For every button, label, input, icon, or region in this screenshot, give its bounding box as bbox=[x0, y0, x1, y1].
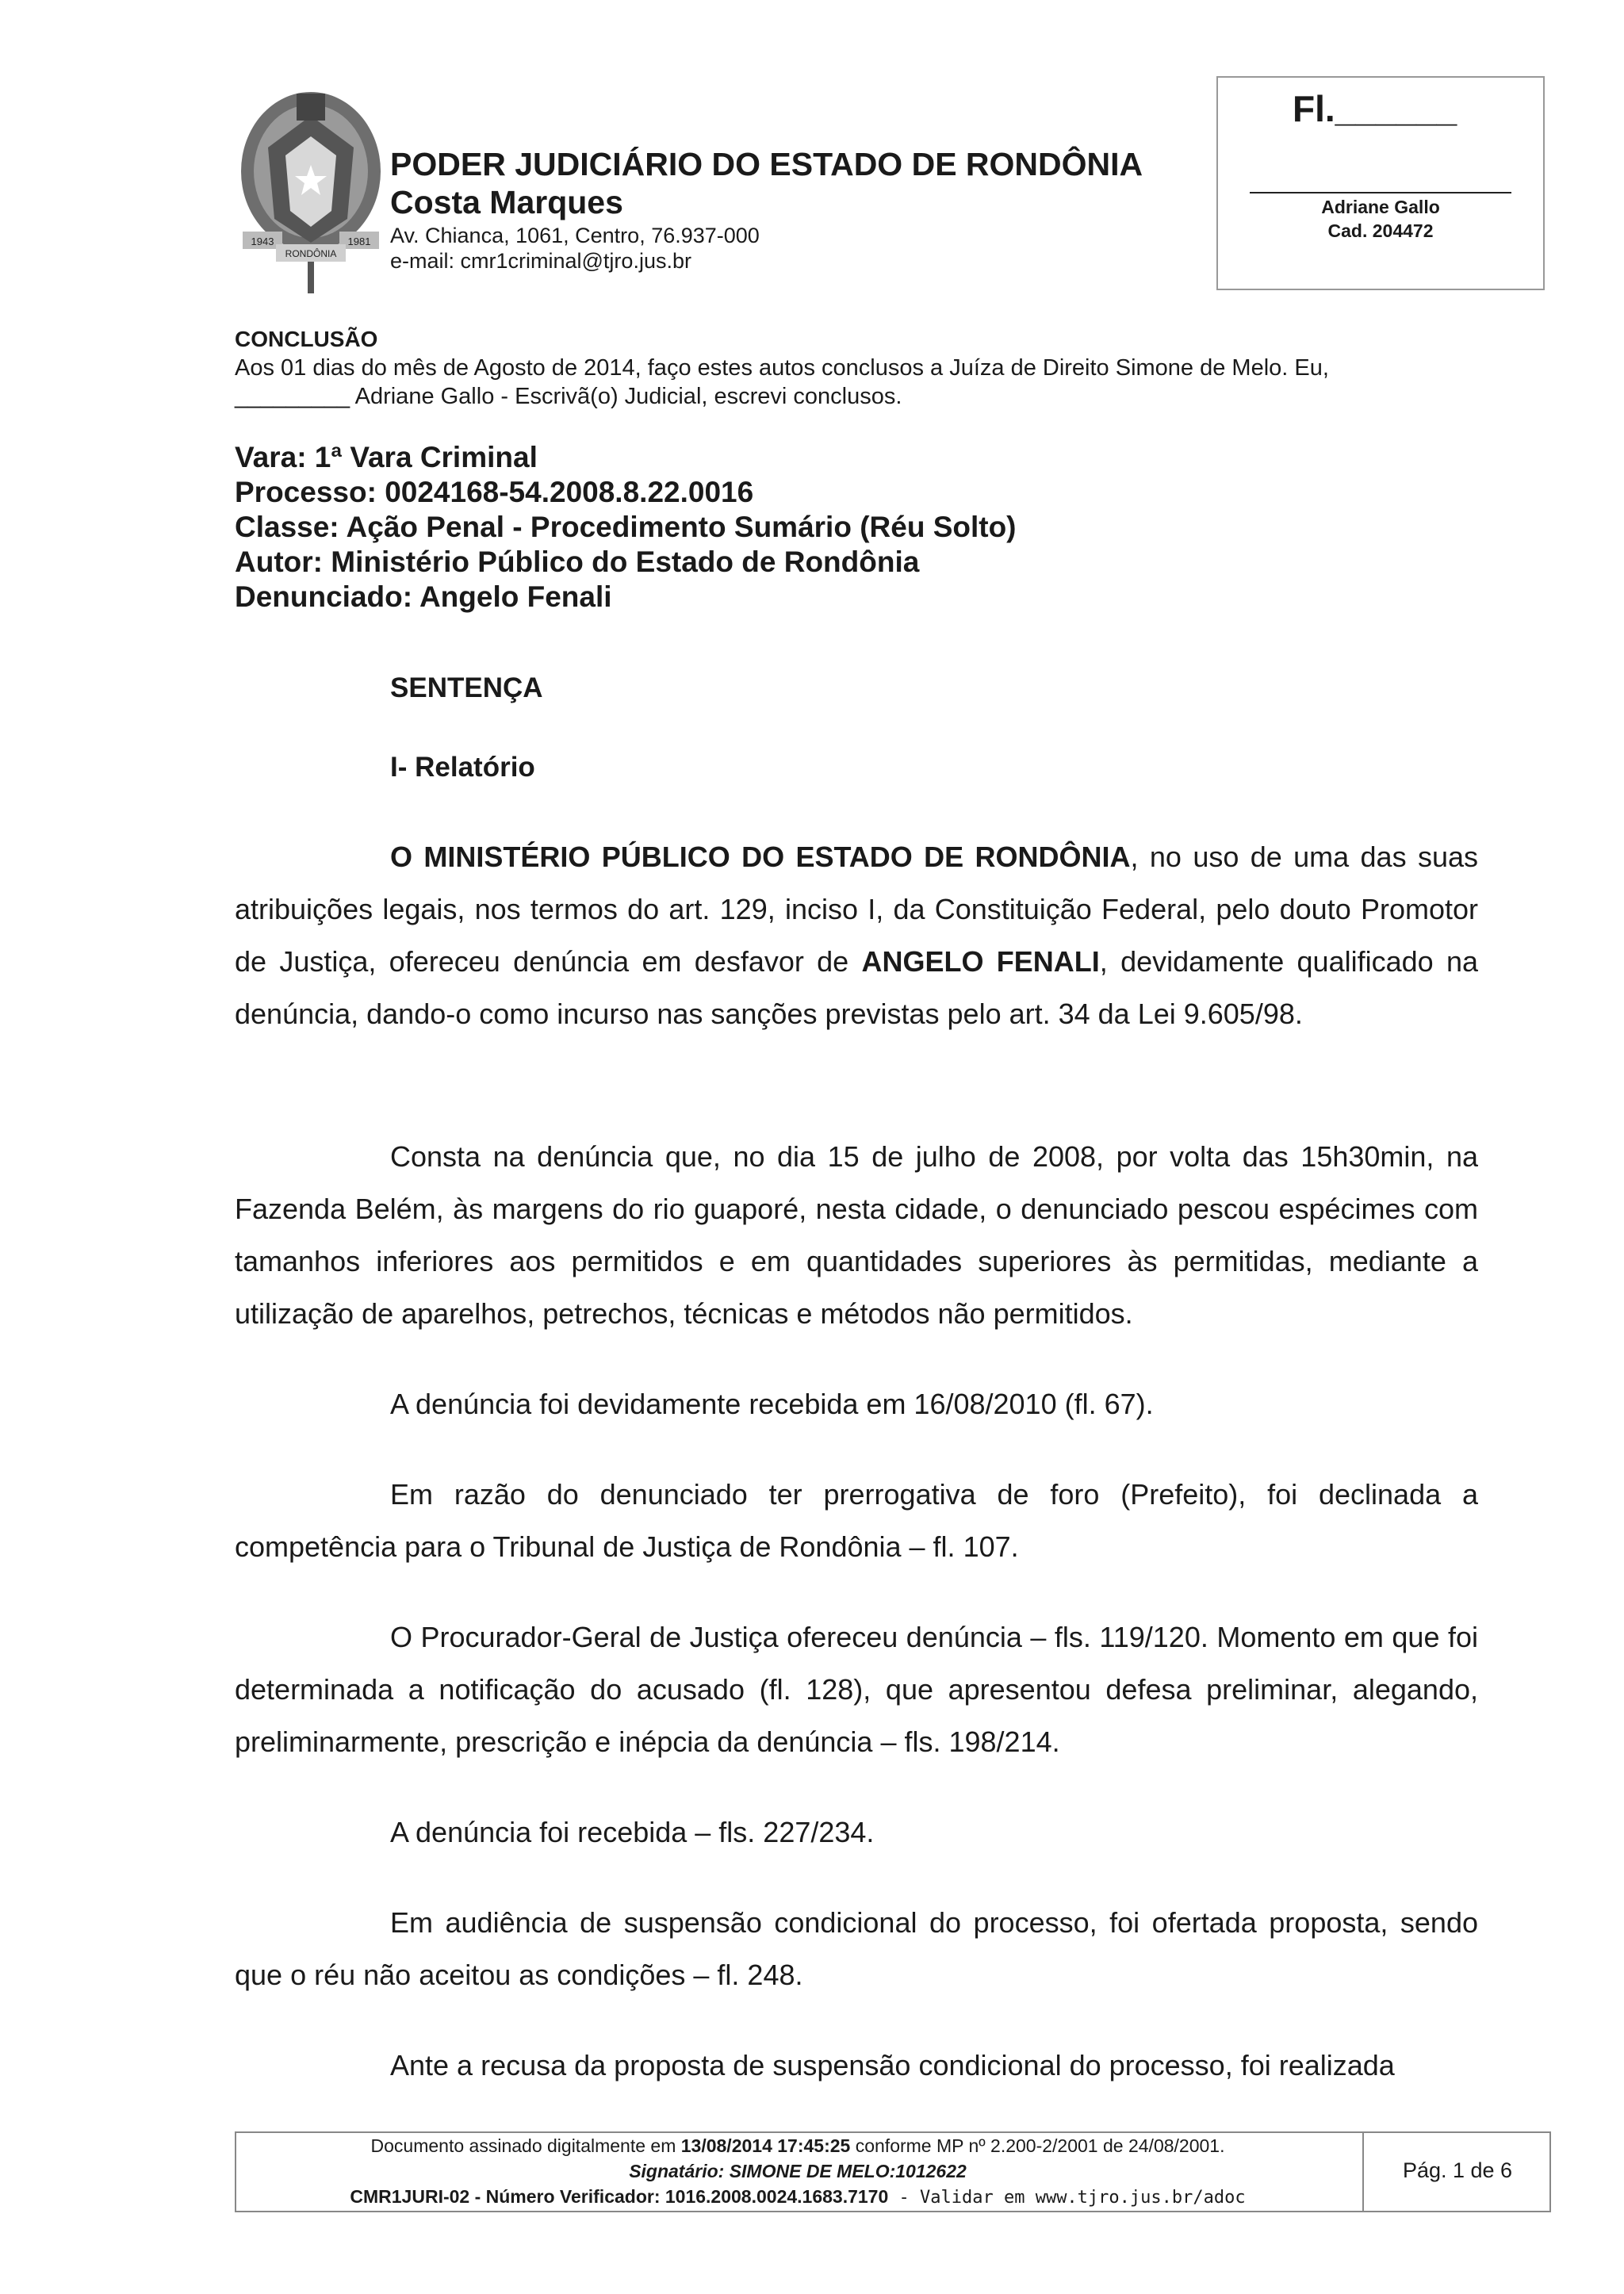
conclusao-line-1: Aos 01 dias do mês de Agosto de 2014, faço estes autos conclusos a Juíza de Direito Simone de Melo. Eu, bbox=[235, 355, 1329, 381]
court-city: Costa Marques bbox=[390, 184, 623, 220]
page-number: Pág. 1 de 6 bbox=[1402, 2158, 1513, 2182]
paragraph-2 bbox=[235, 1131, 1478, 1340]
signature-line bbox=[1250, 192, 1511, 193]
paragraph-3 bbox=[235, 1378, 1478, 1430]
footer-line-1-a: Documento assinado digitalmente em bbox=[370, 2135, 681, 2156]
seal-year-right: 1981 bbox=[347, 236, 371, 247]
footer-verifier: CMR1JURI-02 - Número Verificador: 1016.2008.0024.1683.7170 bbox=[350, 2186, 889, 2207]
signature-footer-text bbox=[235, 2133, 1361, 2211]
coat-of-arms-seal bbox=[236, 76, 385, 298]
case-processo: Processo: 0024168-54.2008.8.22.0016 bbox=[235, 476, 754, 508]
stamp-signer-name: Adriane Gallo bbox=[1321, 197, 1440, 217]
heading-sentenca: SENTENÇA bbox=[390, 672, 543, 703]
case-autor: Autor: Ministério Público do Estado de Rondônia bbox=[235, 546, 920, 578]
case-vara: Vara: 1ª Vara Criminal bbox=[235, 441, 538, 473]
heading-relatorio: I- Relatório bbox=[390, 752, 535, 783]
court-address: Av. Chianca, 1061, Centro, 76.937-000 bbox=[390, 224, 760, 247]
stamp-cad-number: Cad. 204472 bbox=[1327, 220, 1434, 241]
footer-line-1-b: conforme MP nº 2.200-2/2001 de 24/08/2001. bbox=[850, 2135, 1225, 2156]
p1-bold-defendant: ANGELO FENALI bbox=[861, 945, 1100, 978]
p3-text: A denúncia foi devidamente recebida em 16/08/2010 (fl. 67). bbox=[390, 1388, 1154, 1420]
footer-signatory: Signatário: SIMONE DE MELO:1012622 bbox=[629, 2161, 967, 2181]
conclusao-title: CONCLUSÃO bbox=[235, 327, 378, 351]
seal-year-left: 1943 bbox=[251, 236, 274, 247]
paragraph-8 bbox=[235, 2039, 1478, 2092]
conclusao-line-2: _________ Adriane Gallo - Escrivã(o) Judicial, escrevi conclusos. bbox=[235, 384, 902, 409]
folio-label: Fl.______ bbox=[1293, 88, 1457, 129]
court-email: e-mail: cmr1criminal@tjro.jus.br bbox=[390, 249, 691, 273]
p4-text: Em razão do denunciado ter prerrogativa de foro (Prefeito), foi declinada a competência para o Tribunal de Justiça de Rondônia – fl. 107. bbox=[235, 1478, 1478, 1563]
paragraph-5 bbox=[235, 1611, 1478, 1768]
seal-banner-text: RONDÔNIA bbox=[285, 248, 337, 259]
court-title: PODER JUDICIÁRIO DO ESTADO DE RONDÔNIA bbox=[390, 146, 1143, 182]
p1-text-b: , devidamente qualificado na denúncia, dando-o como incurso nas sanções previstas pelo art. 34 da Lei 9.605/98. bbox=[235, 945, 1478, 1030]
p2-text: Consta na denúncia que, no dia 15 de julho de 2008, por volta das 15h30min, na Fazenda Belém, às margens do rio guaporé, nesta cidade, o denunciado pescou espécimes com tamanhos inferiores aos permitidos e em quantidades superiores às permitidas, mediante a utilização de aparelhos, petrechos, técnicas e métodos não permitidos. bbox=[235, 1140, 1478, 1330]
footer-line-3 bbox=[235, 2184, 1361, 2211]
case-classe: Classe: Ação Penal - Procedimento Sumário (Réu Solto) bbox=[235, 511, 1017, 543]
p6-text: A denúncia foi recebida – fls. 227/234. bbox=[390, 1816, 875, 1848]
p8-text: Ante a recusa da proposta de suspensão condicional do processo, foi realizada bbox=[390, 2049, 1395, 2081]
footer-validate-link[interactable]: - Validar em www.tjro.jus.br/adoc bbox=[888, 2188, 1246, 2208]
p7-text: Em audiência de suspensão condicional do processo, foi ofertada proposta, sendo que o réu não aceitou as condições – fl. 248. bbox=[235, 1906, 1478, 1991]
paragraph-7 bbox=[235, 1897, 1478, 2001]
paragraph-6 bbox=[235, 1806, 1478, 1859]
p1-text-a: , no uso de uma das suas atribuições legais, nos termos do art. 129, inciso I, da Constituição Federal, pelo douto Promotor de Justiça, ofereceu denúncia em desfavor de bbox=[235, 841, 1478, 978]
paragraph-4 bbox=[235, 1469, 1478, 1573]
paragraph-1 bbox=[235, 831, 1478, 1040]
p1-bold-ministerio: O MINISTÉRIO PÚBLICO DO ESTADO DE RONDÔNIA bbox=[390, 841, 1131, 873]
p5-text: O Procurador-Geral de Justiça ofereceu denúncia – fls. 119/120. Momento em que foi determinada a notificação do acusado (fl. 128), que apresentou defesa preliminar, alegando, preliminarmente, prescrição e inépcia da denúncia – fls. 198/214. bbox=[235, 1621, 1478, 1758]
footer-sign-date: 13/08/2014 17:45:25 bbox=[680, 2135, 851, 2156]
case-denunciado: Denunciado: Angelo Fenali bbox=[235, 580, 612, 613]
footer-line-1 bbox=[235, 2133, 1361, 2158]
